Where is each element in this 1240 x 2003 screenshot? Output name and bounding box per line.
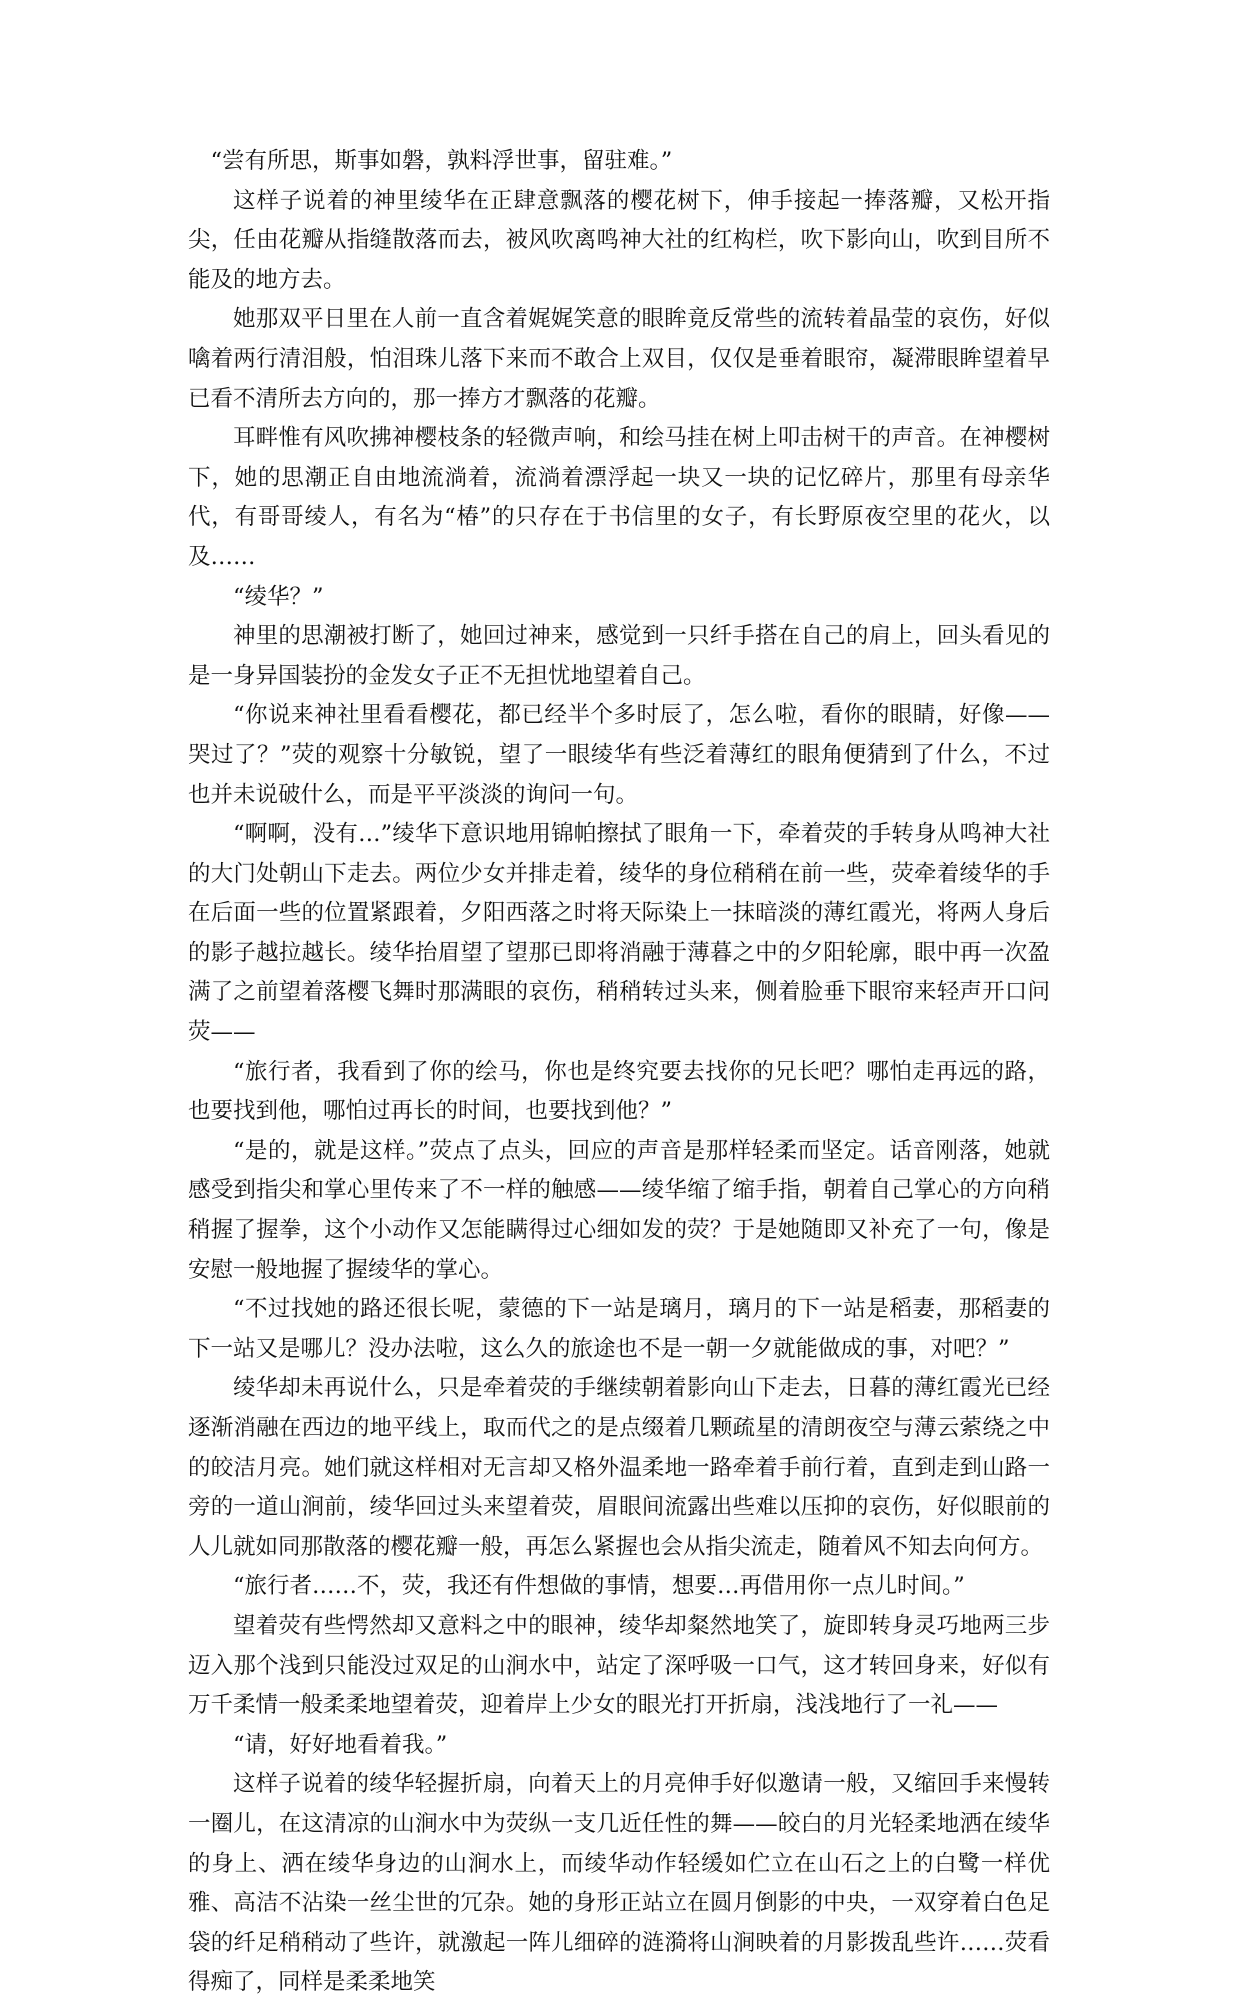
paragraph: 这样子说着的神里绫华在正肆意飘落的樱花树下，伸手接起一捧落瓣，又松开指尖，任由花瓣从指缝散落而去，被风吹离鸣神大社的红构栏，吹下影向山，吹到目所不能及的地方去。 xyxy=(188,187,1050,293)
paragraph: 她那双平日里在人前一直含着娓娓笑意的眼眸竟反常些的流转着晶莹的哀伤，好似噙着两行清泪般，怕泪珠儿落下来而不敢合上双目，仅仅是垂着眼帘，凝滞眼眸望着早已看不清所去方向的，那一捧方才飘落的花瓣。 xyxy=(188,306,1050,412)
paragraph: “绫华？” xyxy=(233,583,324,610)
paragraph: “不过找她的路还很长呢，蒙德的下一站是璃月，璃月的下一站是稻妻，那稻妻的下一站又是哪儿？没办法啦，这么久的旅途也不是一朝一夕就能做成的事，对吧？” xyxy=(188,1296,1050,1362)
paragraph: “你说来神社里看看樱花，都已经半个多时辰了，怎么啦，看你的眼睛，好像——哭过了？”荧的观察十分敏锐，望了一眼绫华有些泛着薄红的眼角便猜到了什么，不过也并未说破什么，而是平平淡淡的询问一句。 xyxy=(188,702,1050,808)
paragraph: “旅行者，我看到了你的绘马，你也是终究要去找你的兄长吧？哪怕走再远的路，也要找到他，哪怕过再长的时间，也要找到他？” xyxy=(188,1058,1050,1125)
paragraph: “啊啊，没有…”绫华下意识地用锦帕擦拭了眼角一下，牵着荧的手转身从鸣神大社的大门处朝山下走去。两位少女并排走着，绫华的身位稍稍在前一些，荧牵着绫华的手在后面一些的位置紧跟着，夕阳西落之时将天际染上一抹暗淡的薄红霞光，将两人身后的影子越拉越长。绫华抬眉望了望那已即将消融于薄暮之中的夕阳轮廓，眼中再一次盈满了之前望着落樱飞舞时那满眼的哀伤，稍稍转过头来，侧着脸垂下眼帘来轻声开口问荧—— xyxy=(188,821,1050,1046)
paragraph: “请，好好地看着我。” xyxy=(233,1731,448,1758)
paragraph: “旅行者……不，荧，我还有件想做的事情，想要…再借用你一点儿时间。” xyxy=(233,1573,965,1600)
story-text xyxy=(188,142,1050,2003)
paragraph: “尝有所思，斯事如磐，孰料浮世事，留驻难。” xyxy=(210,148,673,174)
paragraph: 绫华却未再说什么，只是牵着荧的手继续朝着影向山下走去，日暮的薄红霞光已经逐渐消融在西边的地平线上，取而代之的是点缀着几颗疏星的清朗夜空与薄云萦绕之中的皎洁月亮。她们就这样相对无言却又格外温柔地一路牵着手前行着，直到走到山路一旁的一道山涧前，绫华回过头来望着荧，眉眼间流露出些难以压抑的哀伤，好似眼前的人儿就如同那散落的樱花瓣一般，再怎么紧握也会从指尖流走，随着风不知去向何方。 xyxy=(188,1375,1050,1560)
paragraph: 耳畔惟有风吹拂神樱枝条的轻微声响，和绘马挂在树上叩击树干的声音。在神樱树下，她的思潮正自由地流淌着，流淌着漂浮起一块又一块的记忆碎片，那里有母亲华代，有哥哥绫人，有名为“椿”的只存在于书信里的女子，有长野原夜空里的花火，以及…… xyxy=(188,425,1050,570)
paragraph: “是的，就是这样。”荧点了点头，回应的声音是那样轻柔而坚定。话音刚落，她就感受到指尖和掌心里传来了不一样的触感——绫华缩了缩手指，朝着自己掌心的方向稍稍握了握拳，这个小动作又怎能瞒得过心细如发的荧？于是她随即又补充了一句，像是安慰一般地握了握绫华的掌心。 xyxy=(188,1137,1050,1283)
paragraph: 望着荧有些愕然却又意料之中的眼神，绫华却粲然地笑了，旋即转身灵巧地两三步迈入那个浅到只能没过双足的山涧水中，站定了深呼吸一口气，这才转回身来，好似有万千柔情一般柔柔地望着荧，迎着岸上少女的眼光打开折扇，浅浅地行了一礼—— xyxy=(188,1612,1050,1719)
paragraph: 神里的思潮被打断了，她回过神来，感觉到一只纤手搭在自己的肩上，回头看见的是一身异国装扮的金发女子正不无担忧地望着自己。 xyxy=(188,623,1050,689)
paragraph: 这样子说着的绫华轻握折扇，向着天上的月亮伸手好似邀请一般，又缩回手来慢转一圈儿，在这清凉的山涧水中为荧纵一支几近任性的舞——皎白的月光轻柔地洒在绫华的身上、洒在绫华身边的山涧水上，而绫华动作轻缓如伫立在山石之上的白鹭一样优雅、高洁不沾染一丝尘世的冗杂。她的身形正站立在圆月倒影的中央，一双穿着白色足袋的纤足稍稍动了些许，就激起一阵儿细碎的涟漪将山涧映着的月影拨乱些许……荧看得痴了，同样是柔柔地笑 xyxy=(188,1771,1050,1996)
